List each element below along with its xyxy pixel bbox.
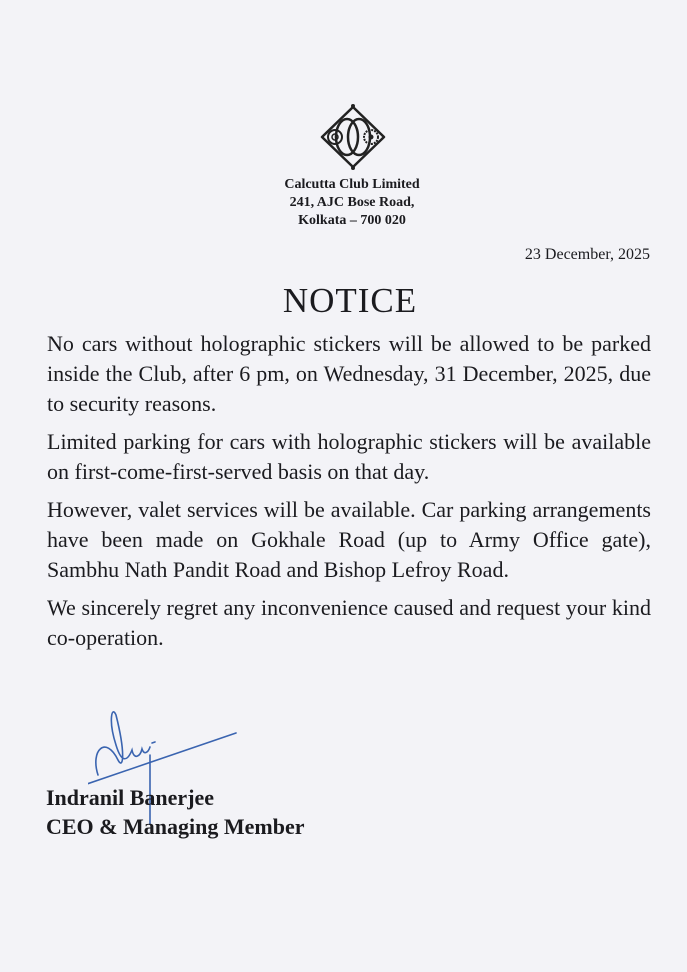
signatory-block	[46, 783, 304, 841]
notice-body	[47, 329, 651, 661]
paragraph: No cars without holographic stickers will be allowed to be parked inside the Club, after 6 pm, on Wednesday, 31 December, 2025, due to security reasons.	[47, 331, 651, 416]
club-logo	[316, 103, 390, 171]
letterhead	[252, 176, 452, 230]
signatory-name: Indranil Banerjee	[46, 785, 215, 810]
address-line: 241, AJC Bose Road,	[289, 195, 415, 210]
organization-name: Calcutta Club Limited	[284, 177, 420, 192]
paragraph: Limited parking for cars with holographic stickers will be available on first-come-first-served basis on that day.	[47, 429, 651, 484]
paragraph: However, valet services will be available. Car parking arrangements have been made on Gokhale Road (up to Army Office gate), Sambhu Nath Pandit Road and Bishop Lefroy Road.	[47, 497, 651, 582]
notice-date: 23 December, 2025	[524, 246, 650, 263]
signatory-designation: CEO & Managing Member	[46, 814, 305, 839]
page-title: NOTICE	[282, 281, 418, 320]
paragraph: We sincerely regret any inconvenience caused and request your kind co-operation.	[47, 595, 651, 650]
address-line: Kolkata – 700 020	[298, 213, 406, 228]
